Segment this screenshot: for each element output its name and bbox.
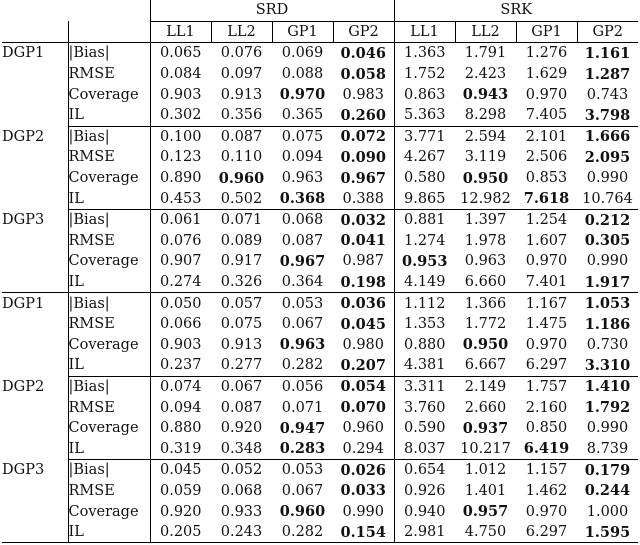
value-cell: 1.254 [516,209,577,230]
measure-label: Coverage [68,501,150,522]
corner-empty-2 [2,21,68,43]
value-cell: 0.365 [281,107,324,124]
table-row [2,460,638,481]
value-cell: 0.950 [462,336,509,354]
value-cell: 2.594 [455,126,516,147]
dgp-label [2,355,68,376]
value-cell: 0.853 [525,170,568,187]
dgp-label [2,147,68,168]
value-cell: 0.274 [150,272,211,293]
column-header-srd-gp1: GP1 [272,21,333,43]
table-row [2,43,638,64]
value-cell: 0.071 [281,399,324,416]
table-row [2,314,638,335]
value-cell: 6.297 [525,357,568,374]
value-cell: 9.865 [394,188,455,209]
value-cell: 3.771 [394,126,455,147]
measure-label: |Bias| [68,376,150,397]
value-cell: 0.067 [281,316,324,333]
measure-label: IL [68,438,150,459]
value-cell: 0.453 [150,188,211,209]
measure-label: |Bias| [68,126,150,147]
value-cell: 0.205 [150,522,211,543]
value-cell: 0.940 [394,501,455,522]
value-cell: 1.752 [394,64,455,85]
value-cell: 0.045 [340,315,386,333]
value-cell: 0.071 [211,209,272,230]
value-cell: 0.244 [584,482,631,500]
value-cell: 2.149 [455,376,516,397]
value-cell: 0.087 [281,232,324,249]
dgp-label [2,168,68,189]
value-cell: 1.791 [455,43,516,64]
value-cell: 8.298 [464,107,507,124]
value-cell: 0.110 [220,149,263,166]
value-cell: 0.089 [220,232,263,249]
value-cell: 1.186 [584,315,631,333]
value-cell: 0.970 [525,503,568,520]
value-cell: 0.990 [586,253,629,270]
value-cell: 3.798 [584,106,631,124]
value-cell: 0.933 [220,503,263,520]
value-cell: 0.054 [333,376,394,397]
value-cell: 0.980 [342,336,384,353]
table-row [2,251,638,272]
value-cell: 1.595 [577,522,638,543]
value-cell: 0.154 [333,522,394,543]
measure-label: RMSE [68,314,150,335]
value-cell: 0.072 [333,126,394,147]
value-cell: 1.274 [394,231,455,252]
measure-label: RMSE [68,397,150,418]
value-cell: 0.970 [525,86,568,103]
measure-label: RMSE [68,147,150,168]
measure-label: |Bias| [68,293,150,314]
value-cell: 7.405 [525,107,568,124]
measure-label: Coverage [68,168,150,189]
value-cell: 0.065 [150,43,211,64]
table-row [2,147,638,168]
value-cell: 0.061 [150,209,211,230]
measure-label: Coverage [68,84,150,105]
value-cell: 0.368 [279,190,326,208]
value-cell: 3.760 [394,397,455,418]
value-cell: 0.943 [462,86,509,104]
value-cell: 0.356 [220,107,263,124]
value-cell: 0.880 [394,335,455,356]
value-cell: 1.917 [584,273,631,291]
value-cell: 8.739 [586,440,629,457]
value-cell: 0.926 [394,481,455,502]
table-row [2,438,638,459]
value-cell: 0.041 [340,232,386,250]
measure-label: Coverage [68,251,150,272]
dgp-label [2,481,68,502]
column-header-srd-ll2: LL2 [211,21,272,43]
value-cell: 0.743 [586,86,629,103]
value-cell: 0.990 [586,420,629,437]
table-row [2,105,638,126]
value-cell: 1.167 [516,293,577,314]
value-cell: 1.772 [464,316,507,333]
value-cell: 2.423 [464,66,507,83]
value-cell: 6.660 [464,274,507,291]
value-cell: 1.397 [455,209,516,230]
measure-label: RMSE [68,481,150,502]
value-cell: 0.920 [150,501,211,522]
value-cell: 2.101 [516,126,577,147]
value-cell: 6.419 [523,440,570,458]
value-cell: 0.960 [279,503,326,521]
value-cell: 0.903 [150,335,211,356]
corner-empty [2,0,68,21]
value-cell: 0.059 [150,481,211,502]
value-cell: 0.050 [150,293,211,314]
value-cell: 0.730 [586,336,629,353]
value-cell: 0.388 [342,190,384,207]
value-cell: 0.179 [577,460,638,481]
value-cell: 0.983 [342,86,384,103]
corner-empty-measure-2 [68,21,150,43]
dgp-label [2,397,68,418]
value-cell: 2.160 [525,399,568,416]
value-cell: 0.123 [150,147,211,168]
value-cell: 0.937 [462,419,509,437]
value-cell: 1.112 [394,293,455,314]
value-cell: 0.056 [272,376,333,397]
column-header-srk-gp2: GP2 [577,21,638,43]
value-cell: 0.960 [342,420,384,437]
value-cell: 0.903 [150,84,211,105]
dgp-label: DGP1 [2,43,68,64]
value-cell: 1.629 [525,66,568,83]
value-cell: 0.913 [220,336,263,353]
value-cell: 0.963 [464,253,507,270]
value-cell: 0.053 [272,460,333,481]
value-cell: 1.666 [577,126,638,147]
value-cell: 0.075 [272,126,333,147]
value-cell: 1.000 [586,503,629,520]
value-cell: 2.981 [394,522,455,543]
value-cell: 6.297 [516,522,577,543]
value-cell: 0.970 [525,253,568,270]
value-cell: 0.058 [340,65,386,83]
value-cell: 0.087 [211,126,272,147]
measure-label: |Bias| [68,209,150,230]
value-cell: 0.967 [340,169,386,187]
table-row [2,397,638,418]
value-cell: 1.475 [525,316,568,333]
value-cell: 0.947 [279,419,326,437]
measure-label: IL [68,188,150,209]
group-header-srk: SRK [394,0,638,21]
value-cell: 1.053 [577,293,638,314]
results-table [2,0,638,543]
table-row [2,272,638,293]
value-cell: 0.863 [394,84,455,105]
value-cell: 1.462 [525,482,568,499]
table-row [2,481,638,502]
value-cell: 1.792 [584,399,631,417]
value-cell: 0.850 [525,420,568,437]
dgp-label [2,251,68,272]
dgp-label [2,64,68,85]
value-cell: 0.950 [462,169,509,187]
measure-label: IL [68,272,150,293]
value-cell: 0.282 [272,522,333,543]
dgp-label [2,231,68,252]
value-cell: 4.381 [394,355,455,376]
measure-label: Coverage [68,335,150,356]
column-header-srk-ll2: LL2 [455,21,516,43]
table-row [2,522,638,543]
table-row [2,501,638,522]
value-cell: 0.654 [394,460,455,481]
table-row [2,84,638,105]
value-cell: 0.990 [342,503,384,520]
dgp-label [2,335,68,356]
value-cell: 0.282 [281,357,324,374]
value-cell: 0.068 [220,482,263,499]
value-cell: 0.090 [340,148,386,166]
value-cell: 6.667 [464,357,507,374]
measure-label: IL [68,105,150,126]
dgp-label: DGP1 [2,293,68,314]
value-cell: 1.363 [394,43,455,64]
column-header-srk-gp1: GP1 [516,21,577,43]
value-cell: 0.913 [220,86,263,103]
value-cell: 8.037 [394,438,455,459]
value-cell: 0.260 [340,106,386,124]
value-cell: 0.957 [462,503,509,521]
value-cell: 0.084 [150,64,211,85]
value-cell: 0.987 [342,253,384,270]
value-cell: 0.970 [525,336,568,353]
dgp-label [2,272,68,293]
value-cell: 0.032 [333,209,394,230]
value-cell: 1.157 [516,460,577,481]
value-cell: 0.348 [220,440,263,457]
table-row [2,231,638,252]
value-cell: 0.364 [281,274,324,291]
value-cell: 0.076 [150,231,211,252]
value-cell: 0.283 [279,440,326,458]
dgp-label: DGP3 [2,462,45,479]
value-cell: 12.982 [460,190,511,207]
value-cell: 0.963 [279,336,326,354]
measure-label: IL [68,355,150,376]
value-cell: 4.267 [394,147,455,168]
measure-label: |Bias| [68,43,150,64]
value-cell: 0.305 [584,232,631,250]
value-cell: 2.095 [584,148,631,166]
value-cell: 0.207 [340,356,386,374]
dgp-label [2,105,68,126]
value-cell: 0.277 [220,357,263,374]
value-cell: 0.590 [394,418,455,439]
value-cell: 0.502 [220,190,263,207]
table-row [2,418,638,439]
table-row [2,168,638,189]
value-cell: 1.366 [455,293,516,314]
value-cell: 10.217 [460,440,511,457]
column-header-srd-gp2: GP2 [333,21,394,43]
value-cell: 0.033 [340,482,386,500]
value-cell: 4.750 [455,522,516,543]
value-cell: 0.069 [272,43,333,64]
value-cell: 0.881 [394,209,455,230]
value-cell: 0.026 [333,460,394,481]
measure-label: RMSE [68,64,150,85]
table-row [2,376,638,397]
measure-label: IL [68,522,150,543]
measure-label: |Bias| [68,460,150,481]
dgp-label [2,501,68,522]
value-cell: 0.953 [394,251,455,272]
table-row [2,209,638,230]
dgp-label [2,418,68,439]
value-cell: 0.045 [150,460,211,481]
value-cell: 0.963 [281,170,324,187]
value-cell: 1.287 [584,65,631,83]
value-cell: 1.401 [464,482,507,499]
column-header-srk-ll1: LL1 [394,21,455,43]
table-row [2,64,638,85]
value-cell: 0.243 [211,522,272,543]
dgp-label: DGP2 [2,378,45,395]
value-cell: 0.074 [150,376,211,397]
value-cell: 0.198 [340,273,386,291]
value-cell: 7.401 [525,274,568,291]
value-cell: 10.764 [582,190,633,207]
value-cell: 3.310 [584,356,631,374]
value-cell: 7.618 [523,190,570,208]
value-cell: 0.046 [333,43,394,64]
value-cell: 0.880 [150,418,211,439]
value-cell: 3.311 [394,376,455,397]
value-cell: 0.088 [281,66,324,83]
value-cell: 0.094 [281,149,324,166]
dgp-label: DGP2 [2,128,45,145]
dgp-label [2,188,68,209]
value-cell: 1.978 [464,232,507,249]
table-row [2,355,638,376]
value-cell: 0.076 [211,43,272,64]
table-row [2,293,638,314]
value-cell: 0.326 [220,274,263,291]
corner-empty-measure [68,0,150,21]
value-cell: 0.294 [342,440,384,457]
value-cell: 0.302 [150,105,211,126]
dgp-label [2,84,68,105]
value-cell: 0.052 [211,460,272,481]
value-cell: 0.890 [150,168,211,189]
value-cell: 0.057 [211,293,272,314]
dgp-label [2,314,68,335]
column-header-srd-ll1: LL1 [150,21,211,43]
value-cell: 0.097 [220,66,263,83]
value-cell: 0.580 [394,168,455,189]
value-cell: 0.920 [220,420,263,437]
value-cell: 0.036 [333,293,394,314]
value-cell: 1.276 [516,43,577,64]
value-cell: 2.660 [464,399,507,416]
value-cell: 1.757 [516,376,577,397]
value-cell: 5.363 [394,105,455,126]
value-cell: 1.607 [525,232,568,249]
value-cell: 1.410 [577,376,638,397]
value-cell: 0.066 [150,314,211,335]
value-cell: 0.067 [281,482,324,499]
measure-label: RMSE [68,231,150,252]
value-cell: 4.149 [394,272,455,293]
table-row [2,188,638,209]
value-cell: 1.353 [394,314,455,335]
value-cell: 3.119 [464,149,507,166]
value-cell: 0.100 [150,126,211,147]
group-header-srd: SRD [150,0,394,21]
measure-label: Coverage [68,418,150,439]
value-cell: 1.161 [577,43,638,64]
value-cell: 0.319 [150,438,211,459]
value-cell: 0.970 [279,86,326,104]
value-cell: 0.067 [211,376,272,397]
table-row [2,335,638,356]
value-cell: 0.094 [150,397,211,418]
value-cell: 0.967 [279,252,326,270]
value-cell: 0.990 [586,170,629,187]
value-cell: 0.917 [220,253,263,270]
dgp-label [2,438,68,459]
value-cell: 0.907 [150,251,211,272]
value-cell: 0.237 [150,355,211,376]
value-cell: 0.053 [272,293,333,314]
value-cell: 0.087 [220,399,263,416]
value-cell: 0.212 [577,209,638,230]
value-cell: 0.070 [340,399,386,417]
dgp-label: DGP3 [2,211,45,228]
value-cell: 2.506 [525,149,568,166]
value-cell: 1.012 [455,460,516,481]
table-row [2,126,638,147]
dgp-label [2,522,68,543]
value-cell: 0.075 [220,316,263,333]
table-body [2,43,638,543]
value-cell: 0.068 [272,209,333,230]
value-cell: 0.960 [218,169,265,187]
